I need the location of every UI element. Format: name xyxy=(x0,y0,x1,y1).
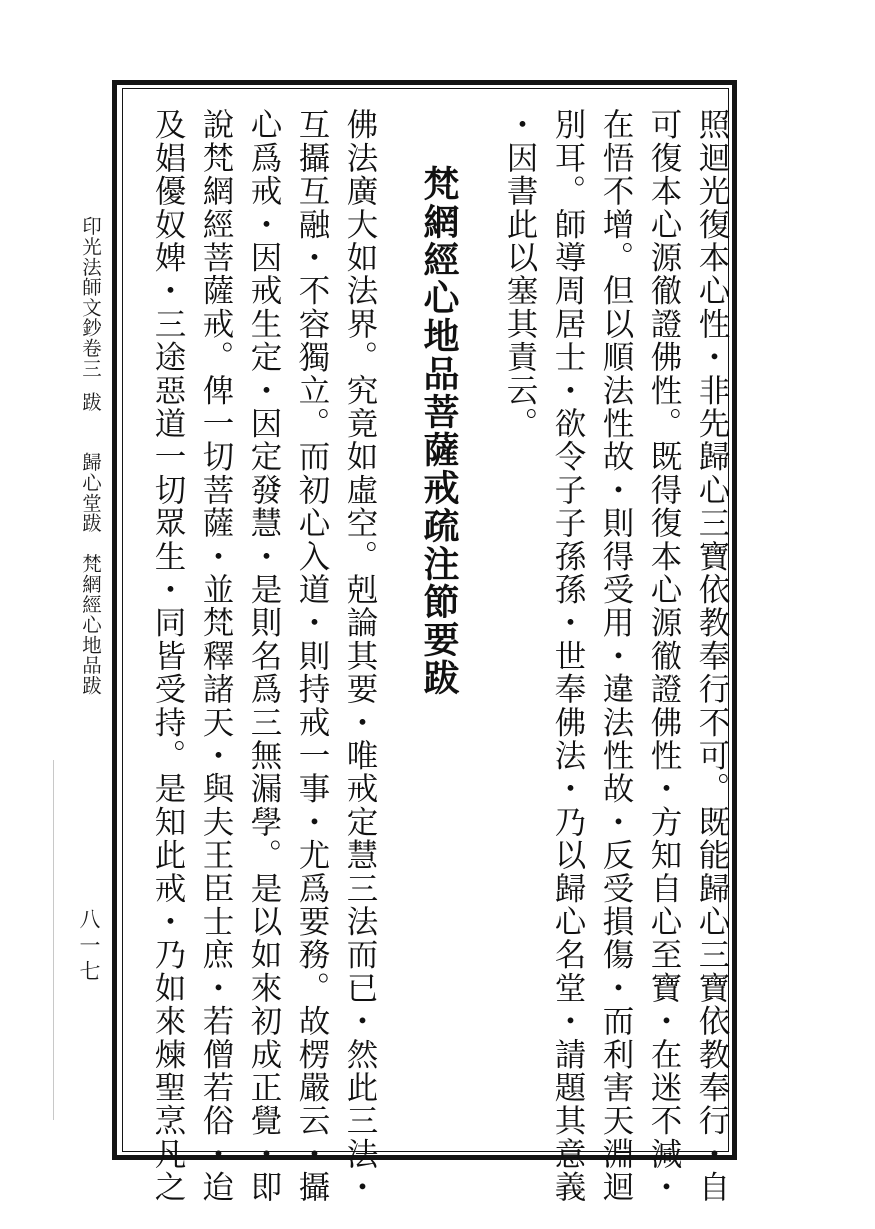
essay-column-5: 及娼優奴婢・三途惡道一切眾生・同皆受持。是知此戒・乃如來煉聖烹凡之 xyxy=(150,108,186,1204)
text-column-2: 可復本心源徹證佛性。既得復本心源徹證佛性・方知自心至寶・在迷不減・ xyxy=(646,108,682,1204)
binding-edge-line xyxy=(53,760,54,1120)
essay-column-3: 心爲戒・因戒生定・因定發慧・是則名爲三無漏學。是以如來初成正覺・即 xyxy=(246,108,282,1204)
page-number: 八一七 xyxy=(77,908,101,986)
running-header-section: 跋 xyxy=(79,392,102,413)
text-column-4: 別耳。師導周居士・欲令子子孫孫・世奉佛法・乃以歸心名堂・請題其意義 xyxy=(550,108,586,1204)
essay-column-2: 互攝互融・不容獨立。而初心入道・則持戒一事・尤爲要務。故楞嚴云・攝 xyxy=(294,108,330,1204)
text-column-1: 照迴光復本心性・非先歸心三寶依教奉行不可。既能歸心三寶依教奉行・自 xyxy=(694,108,730,1204)
running-header-book-title: 印光法師文鈔卷三 xyxy=(79,216,102,379)
essay-title: 梵網經心地品菩薩戒疏注節要跋 xyxy=(418,165,460,697)
text-column-3: 在悟不增。但以順法性故・則得受用・違法性故・反受損傷・而利害天淵迴 xyxy=(598,108,634,1204)
essay-column-4: 說梵網經菩薩戒。俾一切菩薩・並梵釋諸天・與夫王臣士庶・若僧若俗・迨 xyxy=(198,108,234,1204)
text-column-5: ・因書此以塞其責云。 xyxy=(502,108,538,440)
essay-column-1: 佛法廣大如法界。究竟如虛空。剋論其要・唯戒定慧三法而已・然此三法・ xyxy=(342,108,378,1204)
running-header-chapters: 歸心堂跋 梵網經心地品跋 xyxy=(79,452,102,696)
